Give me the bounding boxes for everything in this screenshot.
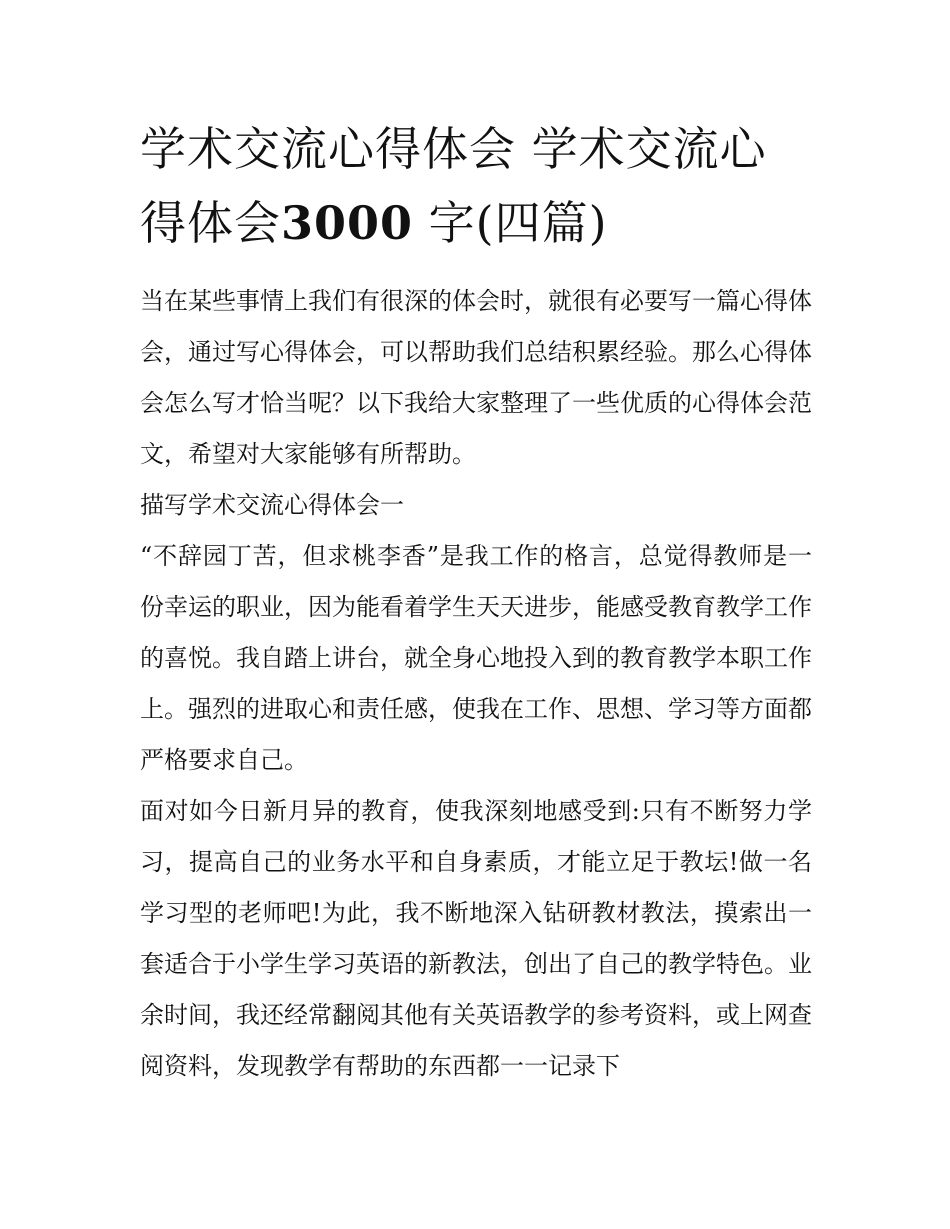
section-heading: 描写学术交流心得体会一: [140, 491, 404, 519]
document-title: [140, 112, 812, 260]
body-paragraph-1: “不辞园丁苦，但求桃李香”是我工作的格言，总觉得教师是一份幸运的职业，因为能看着学生天天进步，能感受教育教学工作的喜悦。我自踏上讲台，就全身心地投入到的教育教学本职工作上。强烈的进取心和责任感，使我在工作、思想、学习等方面都严格要求自己。: [140, 542, 812, 774]
intro-paragraph: 当在某些事情上我们有很深的体会时，就很有必要写一篇心得体会，通过写心得体会，可以帮助我们总结积累经验。那么心得体会怎么写才恰当呢？以下我给大家整理了一些优质的心得体会范文，希望对大家能够有所帮助。: [140, 287, 812, 468]
document-body: [140, 112, 812, 1092]
title-text-part1: 学术交流心得体会 学术交流心得体会: [140, 122, 767, 250]
body-paragraph-2: 面对如今日新月异的教育，使我深刻地感受到:只有不断努力学习，提高自己的业务水平和自身素质，才能立足于教坛!做一名学习型的老师吧!为此，我不断地深入钻研教材教法，摸索出一套适合于小学生学习英语的新教法，创出了自己的教学特色。业余时间，我还经常翻阅其他有关英语教学的参考资料，或上网查阅资料，发现教学有帮助的东西都一一记录下: [140, 797, 812, 1080]
title-number: 3000: [281, 196, 414, 250]
title-text-part2: 字(四篇): [413, 196, 608, 250]
